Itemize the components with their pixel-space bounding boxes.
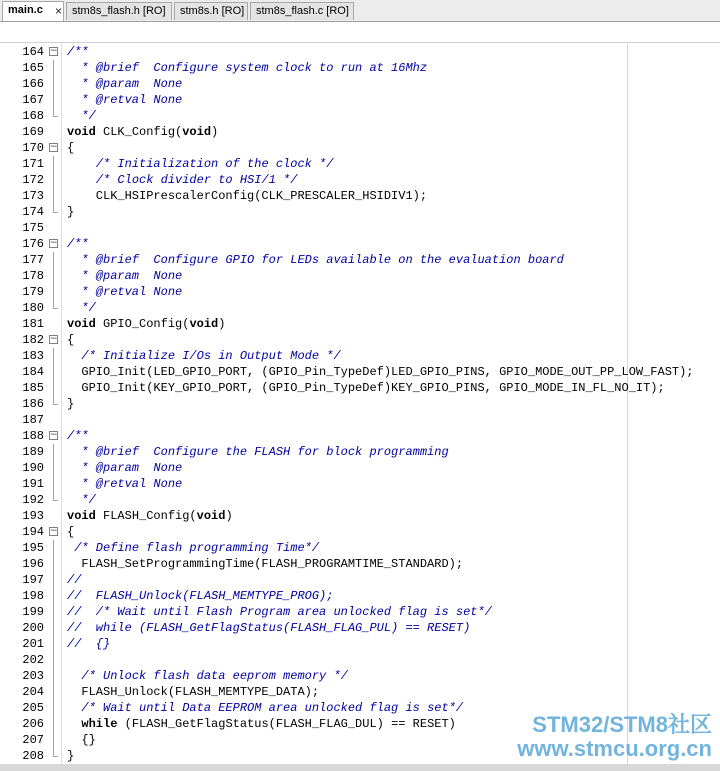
code-text [67, 172, 297, 188]
code-comment: /** [67, 45, 89, 59]
line-number: 203 [22, 669, 44, 683]
code-line[interactable] [0, 380, 720, 396]
line-number: 205 [22, 701, 44, 715]
code-line[interactable] [0, 76, 720, 92]
tab-bar [0, 0, 720, 22]
fold-guide [53, 684, 54, 700]
code-comment: * @brief Configure the FLASH for block programming [67, 445, 449, 459]
code-token [67, 173, 96, 187]
code-token: FLASH_Config( [95, 509, 197, 523]
code-text [67, 636, 110, 652]
code-comment: /** [67, 237, 89, 251]
code-line[interactable] [0, 140, 720, 156]
code-keyword: void [67, 317, 96, 331]
fold-guide [53, 188, 54, 204]
line-number: 191 [22, 477, 44, 491]
code-text [67, 60, 427, 76]
code-line[interactable] [0, 284, 720, 300]
code-text [67, 124, 218, 140]
close-icon[interactable]: × [55, 4, 63, 18]
code-line[interactable] [0, 652, 720, 668]
code-token: GPIO_Config( [95, 317, 190, 331]
code-comment: * @brief Configure GPIO for LEDs available on the evaluation board [67, 253, 564, 267]
fold-end-guide [53, 204, 58, 213]
code-comment: // [67, 573, 82, 587]
code-keyword: void [189, 317, 219, 331]
line-number: 206 [22, 717, 44, 731]
code-line[interactable] [0, 300, 720, 316]
code-text [67, 508, 233, 524]
line-number: 193 [22, 509, 44, 523]
line-number: 166 [22, 77, 44, 91]
code-text [67, 108, 96, 124]
fold-guide [53, 700, 54, 716]
code-token: {} [67, 733, 96, 747]
code-token: ) [218, 317, 226, 331]
line-number: 164 [22, 45, 44, 59]
fold-end-guide [53, 300, 58, 309]
code-text [67, 444, 449, 460]
code-comment: /* Initialize I/Os in Output Mode */ [81, 349, 341, 363]
code-comment: * @retval None [67, 477, 183, 491]
line-number: 175 [22, 221, 44, 235]
fold-guide [53, 364, 54, 380]
code-line[interactable] [0, 108, 720, 124]
code-keyword: while [81, 717, 118, 731]
code-comment: // /* Wait until Flash Program area unlocked flag is set*/ [67, 605, 492, 619]
code-line[interactable] [0, 508, 720, 524]
code-keyword: void [196, 509, 226, 523]
code-token [67, 701, 81, 715]
code-line[interactable] [0, 668, 720, 684]
code-token: (FLASH_GetFlagStatus(FLASH_FLAG_DUL) == RESET) [117, 717, 456, 731]
code-text [67, 76, 182, 92]
line-number: 185 [22, 381, 44, 395]
code-text [67, 140, 74, 156]
fold-collapse-icon[interactable]: − [50, 46, 58, 56]
code-line[interactable] [0, 620, 720, 636]
fold-guide [53, 380, 54, 396]
code-comment: // FLASH_Unlock(FLASH_MEMTYPE_PROG); [67, 589, 334, 603]
code-line[interactable] [0, 172, 720, 188]
fold-guide [53, 60, 54, 76]
fold-guide [53, 556, 54, 572]
code-keyword: void [67, 125, 96, 139]
code-text [67, 524, 74, 540]
code-line[interactable] [0, 60, 720, 76]
fold-guide [53, 76, 54, 92]
code-text [67, 204, 74, 220]
code-text [67, 156, 333, 172]
fold-collapse-icon[interactable]: − [50, 238, 58, 248]
code-token: GPIO_Init(KEY_GPIO_PORT, (GPIO_Pin_TypeDef)KEY_GPIO_PINS, GPIO_MODE_IN_FL_NO_IT); [67, 381, 665, 395]
code-text [67, 556, 463, 572]
code-text [67, 300, 96, 316]
code-comment: * @retval None [67, 285, 183, 299]
line-number: 204 [22, 685, 44, 699]
code-comment: /* Initialization of the clock */ [95, 157, 334, 171]
code-text [67, 668, 348, 684]
fold-collapse-icon[interactable]: − [50, 430, 58, 440]
line-number: 174 [22, 205, 44, 219]
code-comment: * @param None [67, 77, 183, 91]
line-number: 189 [22, 445, 44, 459]
code-token: } [67, 749, 75, 763]
line-number: 196 [22, 557, 44, 571]
fold-guide [53, 620, 54, 636]
code-comment: * @param None [67, 461, 183, 475]
fold-guide [53, 252, 54, 268]
code-line[interactable] [0, 92, 720, 108]
fold-guide [53, 460, 54, 476]
code-text [67, 588, 333, 604]
fold-collapse-icon[interactable]: − [50, 526, 58, 536]
fold-guide [53, 604, 54, 620]
line-number: 201 [22, 637, 44, 651]
line-number: 195 [22, 541, 44, 555]
code-line[interactable] [0, 684, 720, 700]
code-text [67, 252, 564, 268]
code-token: ) [225, 509, 233, 523]
line-number: 190 [22, 461, 44, 475]
code-line[interactable] [0, 252, 720, 268]
fold-guide [53, 652, 54, 668]
fold-end-guide [53, 748, 58, 757]
tab-stm8s-h[interactable] [174, 2, 248, 20]
code-line[interactable] [0, 332, 720, 348]
line-number: 165 [22, 61, 44, 75]
tab-main-c[interactable] [2, 1, 64, 21]
code-line[interactable] [0, 572, 720, 588]
code-text [67, 284, 182, 300]
line-number: 202 [22, 653, 44, 667]
fold-guide [53, 636, 54, 652]
code-comment: /* Unlock flash data eeprom memory */ [81, 669, 348, 683]
code-comment: */ [67, 493, 96, 507]
code-text [67, 348, 341, 364]
code-comment: // {} [67, 637, 111, 651]
code-text [67, 268, 182, 284]
code-line[interactable] [0, 396, 720, 412]
tab-label: stm8s.h [RO] [180, 5, 245, 17]
watermark-title: STM32/STM8社区 [532, 712, 712, 737]
fold-end-guide [53, 396, 58, 405]
code-line[interactable] [0, 124, 720, 140]
code-line[interactable] [0, 220, 720, 236]
code-token: ) [211, 125, 219, 139]
fold-guide [53, 572, 54, 588]
code-line[interactable] [0, 156, 720, 172]
line-number: 168 [22, 109, 44, 123]
code-text [67, 716, 456, 732]
code-line[interactable] [0, 364, 720, 380]
code-token [67, 669, 81, 683]
fold-guide [53, 284, 54, 300]
line-number: 176 [22, 237, 44, 251]
code-line[interactable] [0, 460, 720, 476]
code-token: { [67, 333, 75, 347]
watermark [517, 713, 712, 761]
code-token: FLASH_SetProgrammingTime(FLASH_PROGRAMTIME_STANDARD); [67, 557, 464, 571]
code-token: } [67, 205, 75, 219]
tab-label: main.c [8, 4, 43, 16]
code-token [67, 717, 81, 731]
code-line[interactable] [0, 604, 720, 620]
code-editor[interactable] [0, 43, 720, 771]
fold-guide [53, 156, 54, 172]
code-comment: */ [67, 109, 96, 123]
line-number: 207 [22, 733, 44, 747]
code-text [67, 188, 427, 204]
code-line[interactable] [0, 428, 720, 444]
code-text [67, 732, 96, 748]
tab-label: stm8s_flash.h [RO] [72, 5, 166, 17]
fold-end-guide [53, 492, 58, 501]
line-number: 170 [22, 141, 44, 155]
tab-label: stm8s_flash.c [RO] [256, 5, 349, 17]
code-token: FLASH_Unlock(FLASH_MEMTYPE_DATA); [67, 685, 320, 699]
code-text [67, 396, 74, 412]
code-token: { [67, 525, 75, 539]
code-line[interactable] [0, 540, 720, 556]
code-token [67, 349, 81, 363]
tab-stm8s-flash-h[interactable] [66, 2, 172, 20]
fold-guide [53, 540, 54, 556]
code-text [67, 236, 89, 252]
line-number: 180 [22, 301, 44, 315]
line-number: 169 [22, 125, 44, 139]
code-token: CLK_HSIPrescalerConfig(CLK_PRESCALER_HSIDIV1); [67, 189, 428, 203]
code-line[interactable] [0, 204, 720, 220]
tab-stm8s-flash-c[interactable] [250, 2, 354, 20]
line-number: 188 [22, 429, 44, 443]
code-text [67, 332, 74, 348]
line-number: 194 [22, 525, 44, 539]
code-line[interactable] [0, 44, 720, 60]
fold-guide [53, 172, 54, 188]
line-number: 178 [22, 269, 44, 283]
code-text [67, 620, 470, 636]
code-text [67, 380, 665, 396]
code-line[interactable] [0, 636, 720, 652]
horizontal-scrollbar[interactable] [0, 764, 720, 771]
line-number: 197 [22, 573, 44, 587]
line-number: 179 [22, 285, 44, 299]
code-line[interactable] [0, 412, 720, 428]
code-text [67, 364, 694, 380]
code-text [67, 540, 319, 556]
code-text [67, 316, 225, 332]
fold-guide [53, 348, 54, 364]
code-text [67, 460, 182, 476]
line-number: 192 [22, 493, 44, 507]
fold-guide [53, 268, 54, 284]
code-text [67, 748, 74, 764]
line-number: 187 [22, 413, 44, 427]
fold-guide [53, 588, 54, 604]
code-line[interactable] [0, 188, 720, 204]
fold-guide [53, 668, 54, 684]
line-number: 171 [22, 157, 44, 171]
code-line[interactable] [0, 556, 720, 572]
code-text [67, 700, 463, 716]
code-keyword: void [182, 125, 212, 139]
code-text [67, 428, 89, 444]
line-number: 177 [22, 253, 44, 267]
code-line[interactable] [0, 476, 720, 492]
fold-guide [53, 476, 54, 492]
code-comment: * @param None [67, 269, 183, 283]
line-number: 183 [22, 349, 44, 363]
line-number: 182 [22, 333, 44, 347]
code-comment: /* Clock divider to HSI/1 */ [95, 173, 298, 187]
line-number: 198 [22, 589, 44, 603]
code-token [67, 157, 96, 171]
code-text [67, 92, 182, 108]
editor-header-strip [0, 22, 720, 43]
fold-guide [53, 716, 54, 732]
code-keyword: void [67, 509, 96, 523]
line-number: 181 [22, 317, 44, 331]
line-number: 208 [22, 749, 44, 763]
line-number: 167 [22, 93, 44, 107]
code-text [67, 476, 182, 492]
code-comment: * @retval None [67, 93, 183, 107]
code-comment: */ [67, 301, 96, 315]
code-token: CLK_Config( [95, 125, 183, 139]
code-line[interactable] [0, 524, 720, 540]
fold-collapse-icon[interactable]: − [50, 142, 58, 152]
code-token: { [67, 141, 75, 155]
code-line[interactable] [0, 236, 720, 252]
code-text [67, 492, 96, 508]
code-comment: * @brief Configure system clock to run at 16Mhz [67, 61, 428, 75]
fold-end-guide [53, 108, 58, 117]
code-comment: // while (FLASH_GetFlagStatus(FLASH_FLAG_PUL) == RESET) [67, 621, 471, 635]
fold-collapse-icon[interactable]: − [50, 334, 58, 344]
line-number: 200 [22, 621, 44, 635]
code-line[interactable] [0, 444, 720, 460]
line-number: 173 [22, 189, 44, 203]
code-text [67, 604, 492, 620]
line-number: 184 [22, 365, 44, 379]
fold-guide [53, 92, 54, 108]
code-token: } [67, 397, 75, 411]
code-token: GPIO_Init(LED_GPIO_PORT, (GPIO_Pin_TypeDef)LED_GPIO_PINS, GPIO_MODE_OUT_PP_LOW_FAST); [67, 365, 694, 379]
code-comment: /** [67, 429, 89, 443]
code-text [67, 572, 81, 588]
code-line[interactable] [0, 348, 720, 364]
line-number: 186 [22, 397, 44, 411]
code-line[interactable] [0, 316, 720, 332]
code-line[interactable] [0, 492, 720, 508]
code-comment: /* Define flash programming Time*/ [74, 541, 320, 555]
code-text [67, 684, 319, 700]
code-line[interactable] [0, 268, 720, 284]
watermark-url: www.stmcu.org.cn [517, 736, 712, 761]
line-number: 172 [22, 173, 44, 187]
code-comment: /* Wait until Data EEPROM area unlocked flag is set*/ [81, 701, 464, 715]
code-text [67, 44, 89, 60]
line-number: 199 [22, 605, 44, 619]
fold-guide [53, 732, 54, 748]
code-line[interactable] [0, 588, 720, 604]
fold-guide [53, 444, 54, 460]
